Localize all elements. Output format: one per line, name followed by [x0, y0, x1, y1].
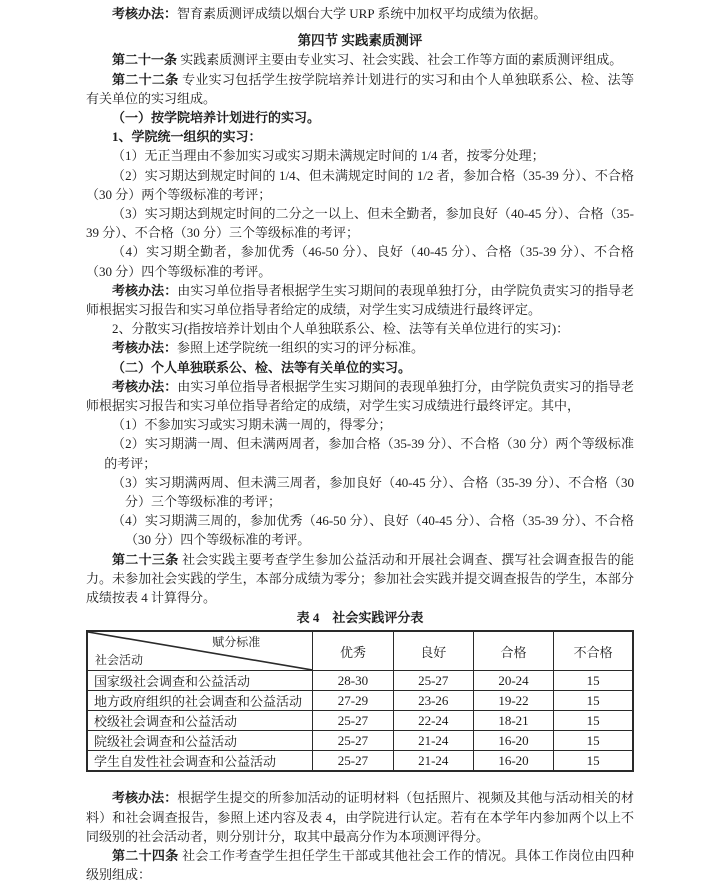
score-cell: 25-27 — [313, 751, 393, 772]
score-cell: 21-24 — [393, 751, 473, 772]
item-individual-internship: （二）个人单独联系公、检、法等有关单位的实习。 — [112, 359, 412, 375]
article-22 — [86, 70, 634, 108]
para-assessment-method-organized — [86, 281, 634, 319]
clause-3: （3）实习期满两周、但未满三周者，参加良好（40-45 分）、合格（35-39 分）、不合格（30 分）三个等级标准的考评； — [112, 474, 634, 510]
paragraph-lead: 考核办法： — [112, 340, 178, 356]
article-number: 第二十一条 — [112, 52, 178, 68]
paragraph-text: 由实习单位指导者根据学生实习期间的表现单独打分，由学院负责实习的指导老师根据实习报告和实习单位指导者给定的成绩，对学生实习成绩进行最终评定。其中， — [86, 378, 634, 414]
corner-label-criteria: 赋分标准 — [212, 635, 261, 650]
clause-4: （4）实习期满三周的，参加优秀（46-50 分）、良好（40-45 分）、合格（35-39 分）、不合格（30 分）四个等级标准的考评。 — [112, 513, 634, 548]
paragraph-text: 参照上述学院统一组织的实习的评分标准。 — [177, 340, 425, 356]
item-dispersed-internship: 2、分散实习(指按培养计划由个人单独联系公、检、法等有关单位进行的实习)： — [112, 321, 570, 337]
score-cell: 23-26 — [393, 691, 473, 711]
score-cell: 21-24 — [393, 731, 473, 751]
table-header-row — [87, 631, 633, 671]
clause-3: （3）实习期达到规定时间的二分之一以上、但未全勤者，参加良好（40-45 分）、合格（35-39 分）、不合格（30 分）三个等级标准的考评； — [86, 206, 634, 241]
corner-label-activity: 社会活动 — [95, 653, 144, 668]
score-cell: 27-29 — [313, 691, 393, 711]
activity-cell: 院级社会调查和公益活动 — [87, 731, 313, 751]
paragraph-text: 社会实践主要考查学生参加公益活动和开展社会调查、撰写社会调查报告的能力。未参加社会实践的学生，本部分成绩为零分；参加社会实践并提交调查报告的学生，本部分成绩按表 4 计算得分。 — [86, 551, 634, 606]
item-college-organized: 1、学院统一组织的实习： — [112, 129, 262, 145]
table-row — [87, 731, 633, 751]
article-24 — [86, 846, 634, 884]
para-assessment-method-urp — [86, 4, 634, 23]
article-number: 第二十二条 — [112, 71, 179, 87]
paragraph-text: 智育素质测评成绩以烟台大学 URP 系统中加权平均成绩为依据。 — [177, 6, 547, 21]
clause-2: （2）实习期达到规定时间的 1/4、但未满规定时间的 1/2 者，参加合格（35-39 分）、不合格（30 分）两个等级标准的考评； — [86, 167, 634, 202]
col-header-pass: 合格 — [473, 631, 553, 671]
para-assessment-method-individual — [86, 377, 634, 415]
clause-4: （4）实习期全勤者，参加优秀（46-50 分）、良好（40-45 分）、合格（35-39 分）、不合格（30 分）四个等级标准的考评。 — [86, 244, 634, 279]
activity-cell: 校级社会调查和公益活动 — [87, 711, 313, 731]
table-row — [87, 671, 633, 691]
article-21 — [86, 50, 634, 69]
table-title: 表 4 社会实践评分表 — [296, 610, 424, 626]
para-assessment-method-ref — [86, 338, 634, 357]
score-cell: 28-30 — [313, 671, 393, 691]
social-practice-score-table — [86, 630, 634, 772]
col-header-good: 良好 — [393, 631, 473, 671]
score-cell: 16-20 — [473, 731, 553, 751]
activity-cell: 学生自发性社会调查和公益活动 — [87, 751, 313, 772]
clause-1: （1）无正当理由不参加实习或实习期未满规定时间的 1/4 者，按零分处理； — [112, 148, 545, 164]
paragraph-lead: 考核办法： — [112, 378, 178, 394]
score-cell: 19-22 — [473, 691, 553, 711]
score-cell: 20-24 — [473, 671, 553, 691]
paragraph-text: 实践素质测评主要由专业实习、社会实践、社会工作等方面的素质测评组成。 — [177, 52, 623, 68]
score-cell: 25-27 — [313, 731, 393, 751]
section-heading: 第四节 实践素质测评 — [297, 33, 423, 49]
score-cell: 22-24 — [393, 711, 473, 731]
score-cell: 15 — [554, 671, 633, 691]
clause-1: （1）不参加实习或实习期未满一周的，得零分； — [112, 417, 392, 433]
paragraph-text: 社会工作考查学生担任学生干部或其他社会工作的情况。具体工作岗位由四种级别组成： — [86, 847, 634, 883]
table-row — [87, 691, 633, 711]
score-cell: 16-20 — [473, 751, 553, 772]
table-row — [87, 751, 633, 772]
paragraph-text: 由实习单位指导者根据学生实习期间的表现单独打分，由学院负责实习的指导老师根据实习报告和实习单位指导者给定的成绩，对学生实习成绩进行最终评定。 — [86, 282, 634, 318]
article-23 — [86, 550, 634, 608]
paragraph-lead: 考核办法： — [112, 282, 178, 298]
score-cell: 15 — [554, 731, 633, 751]
paragraph-text: 专业实习包括学生按学院培养计划进行的实习和由个人单独联系公、检、法等有关单位的实习组成。 — [86, 71, 634, 106]
article-number: 第二十三条 — [112, 551, 179, 567]
activity-cell: 国家级社会调查和公益活动 — [87, 671, 313, 691]
paragraph-text: 根据学生提交的所参加活动的证明材料（包括照片、视频及其他与活动相关的材料）和社会调查报告，参照上述内容及表 4，由学院进行认定。若有在本学年内参加两个以上不同级别的社会活动者，则分别计分，取其中最高分作为本项测评得分。 — [86, 790, 634, 844]
score-cell: 25-27 — [313, 711, 393, 731]
score-cell: 15 — [554, 751, 633, 772]
col-header-fail: 不合格 — [554, 631, 633, 671]
activity-cell: 地方政府组织的社会调查和公益活动 — [87, 691, 313, 711]
col-header-excellent: 优秀 — [313, 631, 393, 671]
diagonal-header-cell — [87, 631, 313, 671]
score-cell: 25-27 — [393, 671, 473, 691]
table-row — [87, 711, 633, 731]
article-number: 第二十四条 — [112, 847, 179, 863]
score-cell: 15 — [554, 711, 633, 731]
paragraph-lead: 考核办法： — [112, 6, 178, 21]
paragraph-lead: 考核办法： — [112, 790, 178, 806]
score-cell: 18-21 — [473, 711, 553, 731]
score-cell: 15 — [554, 691, 633, 711]
para-assessment-method-social — [86, 788, 634, 846]
item-plan-internship: （一）按学院培养计划进行的实习。 — [112, 110, 321, 126]
clause-2: （2）实习期满一周、但未满两周者，参加合格（35-39 分）、不合格（30 分）两个等级标准的考评； — [104, 436, 634, 471]
